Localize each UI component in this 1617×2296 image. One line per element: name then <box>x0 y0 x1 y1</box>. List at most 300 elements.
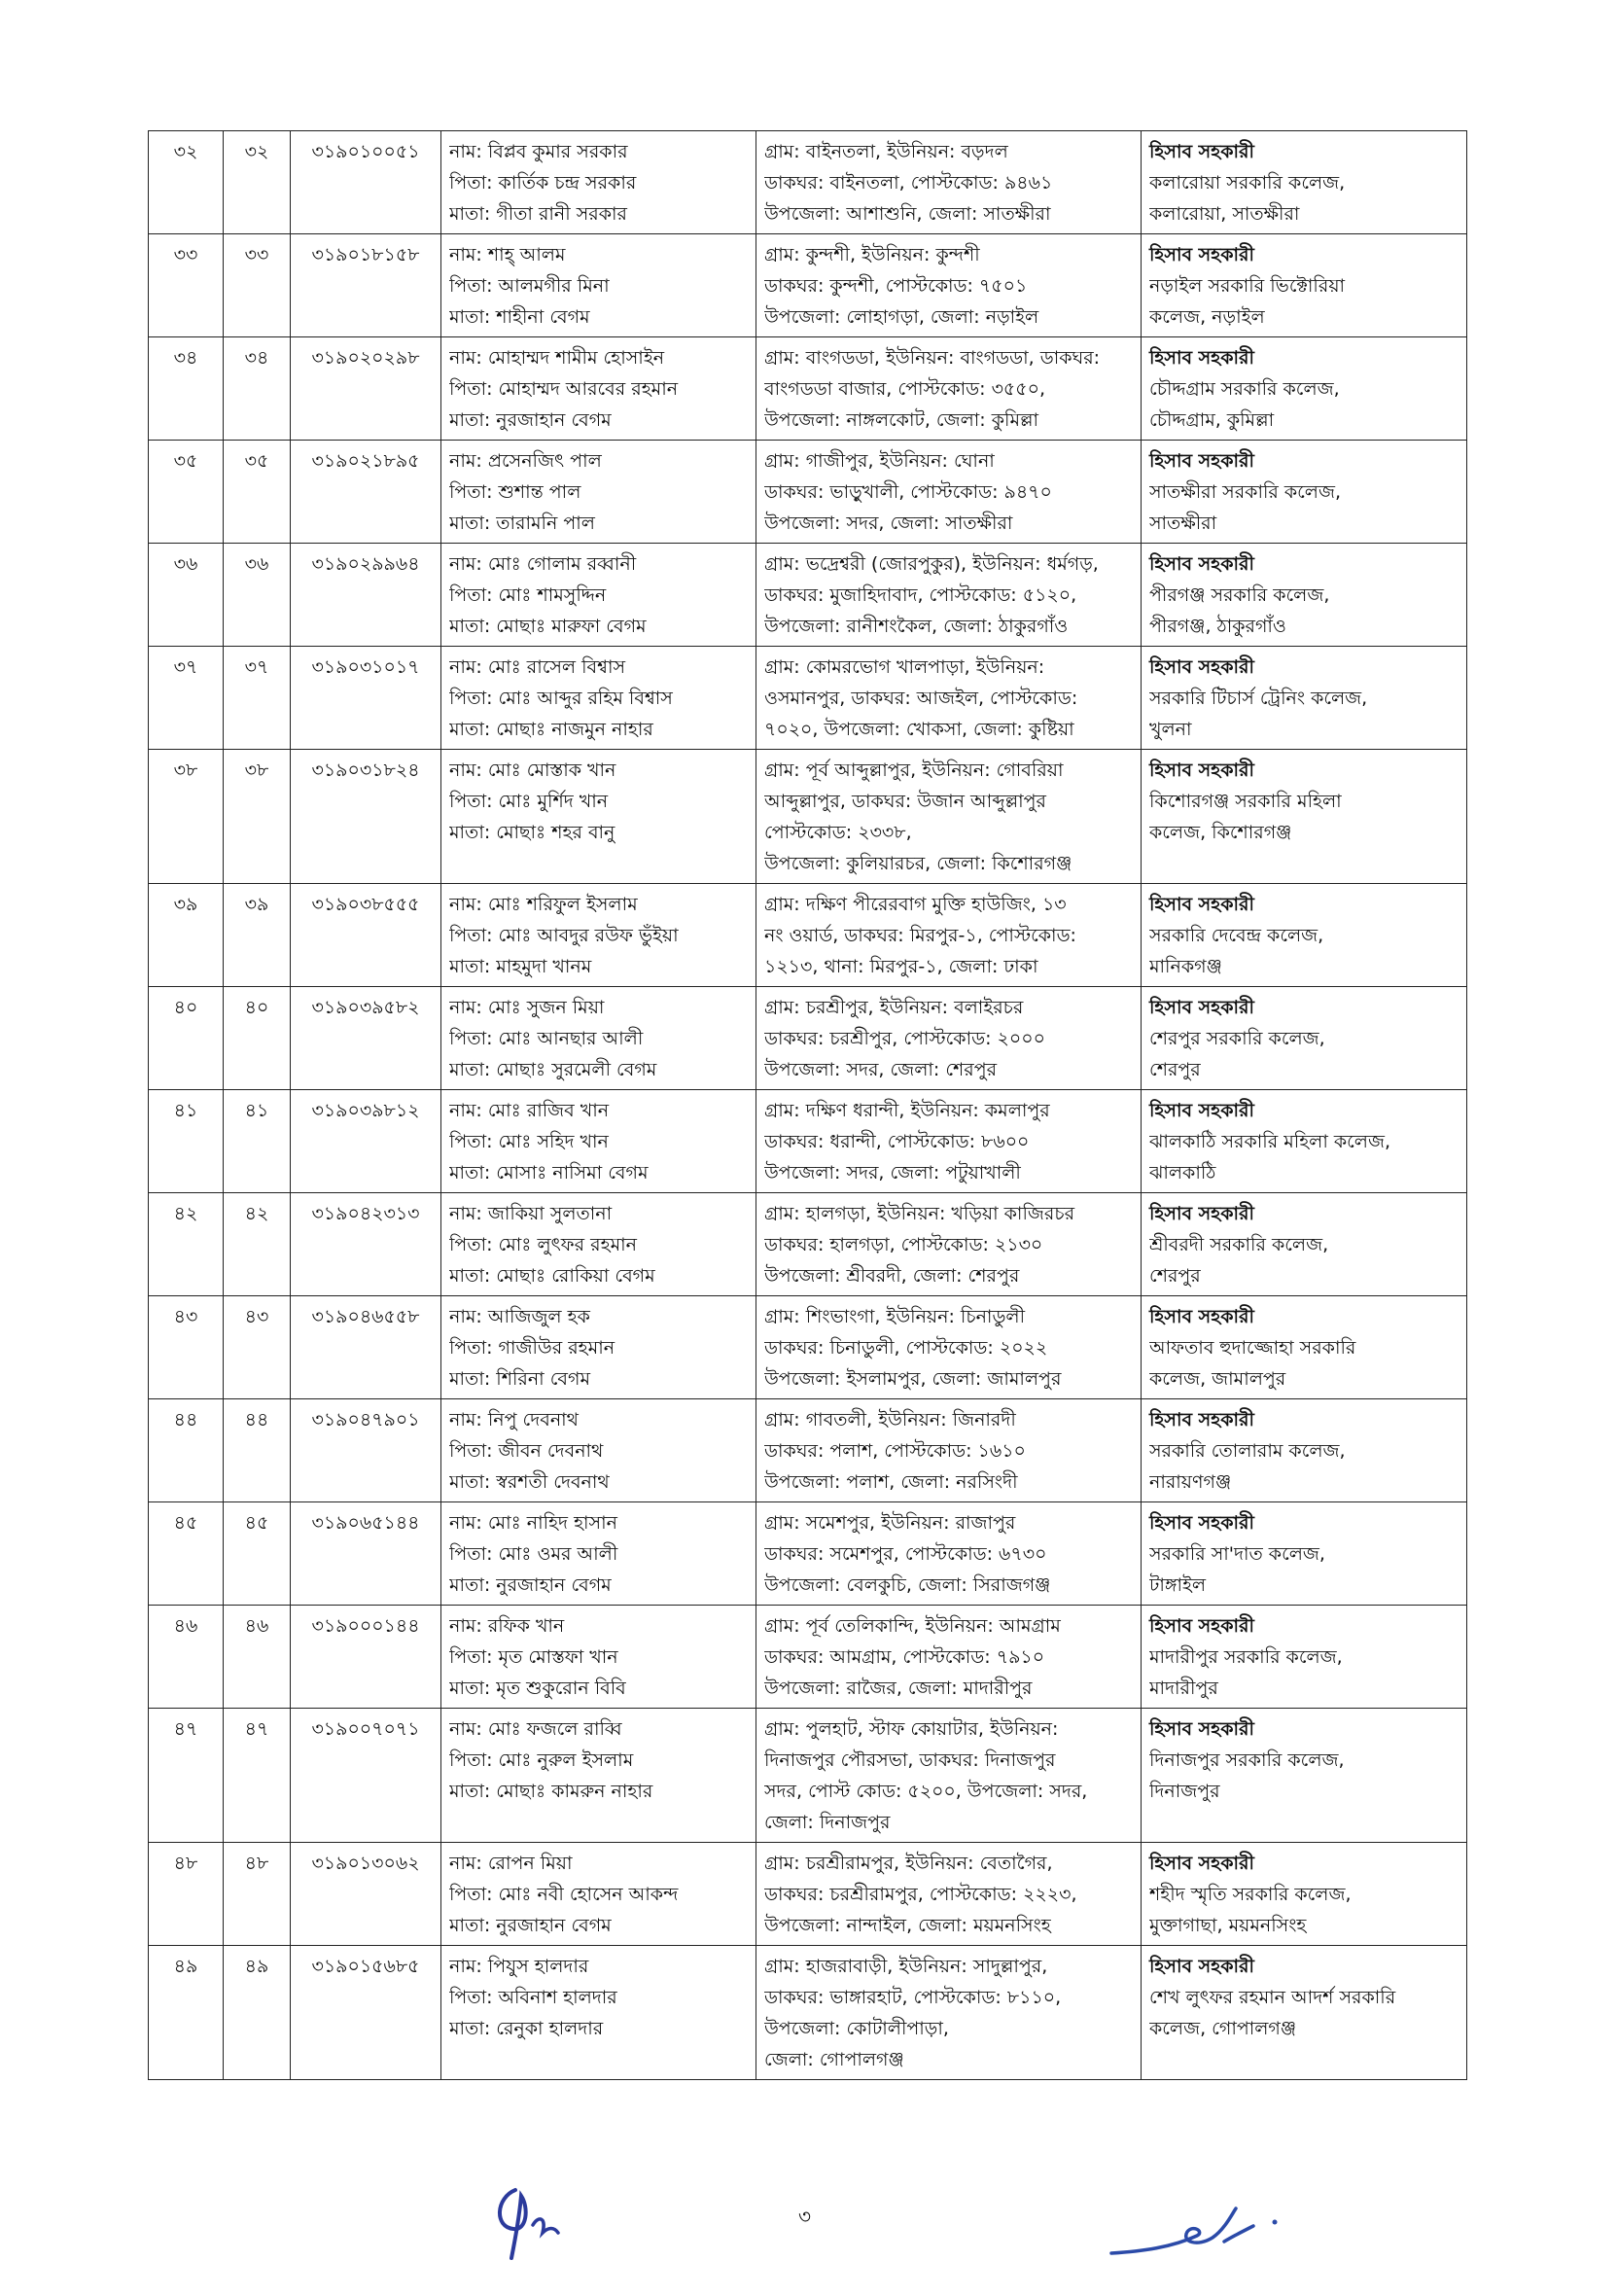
table-row <box>149 544 1467 647</box>
address-line: ডাকঘর: বাইনতলা, পোস্টকোড: ৯৪৬১ <box>764 172 1053 194</box>
address-line: ৭০২০, উপজেলা: খোকসা, জেলা: কুষ্টিয়া <box>764 719 1074 740</box>
person-cell <box>441 1090 756 1193</box>
serial-cell <box>149 1606 224 1709</box>
post-title: হিসাব সহকারী <box>1149 1512 1254 1534</box>
roll-cell <box>224 1843 291 1946</box>
roll-cell <box>224 1606 291 1709</box>
post-college-cell <box>1142 1296 1467 1399</box>
post-title: হিসাব সহকারী <box>1149 1853 1254 1874</box>
serial-cell <box>149 1296 224 1399</box>
address-line: ডাকঘর: চরশ্রীরামপুর, পোস্টকোড: ২২২৩, <box>764 1884 1077 1905</box>
table-row <box>149 987 1467 1090</box>
address-line: গ্রাম: পূর্ব তেলিকান্দি, ইউনিয়ন: আমগ্রাম <box>764 1615 1061 1637</box>
candidate-name: নাম: মোহাম্মদ শামীম হোসাইন <box>449 347 665 369</box>
post-title: হিসাব সহকারী <box>1149 1306 1254 1327</box>
mother-name: মাতা: শিরিনা বেগম <box>449 1368 591 1390</box>
serial-number: ৩৮ <box>173 759 198 781</box>
college-line: মাদারীপুর <box>1149 1678 1218 1699</box>
address-cell <box>756 1946 1142 2080</box>
college-line: দিনাজপুর সরকারি কলেজ, <box>1149 1749 1345 1771</box>
serial-cell <box>149 544 224 647</box>
mother-name: মাতা: নুরজাহান বেগম <box>449 1574 612 1596</box>
college-line: নারায়ণগঞ্জ <box>1149 1471 1232 1493</box>
roll-cell <box>224 1193 291 1296</box>
person-cell <box>441 1606 756 1709</box>
college-line: আফতাব হুদাজ্জোহা সরকারি <box>1149 1337 1356 1359</box>
candidate-name: নাম: রফিক খান <box>449 1615 565 1637</box>
college-line: কলারোয়া সরকারি কলেজ, <box>1149 172 1346 194</box>
address-line: গ্রাম: হাজরাবাড়ী, ইউনিয়ন: সাদুল্লাপুর, <box>764 1956 1048 1977</box>
registration-cell <box>291 1296 441 1399</box>
registration-cell <box>291 544 441 647</box>
address-line: উপজেলা: রাজৈর, জেলা: মাদারীপুর <box>764 1678 1033 1699</box>
candidate-name: নাম: মোঃ রাজিব খান <box>449 1100 610 1121</box>
address-line: বাংগডডা বাজার, পোস্টকোড: ৩৫৫০, <box>764 378 1045 400</box>
candidate-name: নাম: মোঃ সুজন মিয়া <box>449 997 605 1018</box>
table-row <box>149 647 1467 750</box>
registration-number: ৩১৯০২০২৯৮ <box>311 347 420 369</box>
college-line: শেরপুর <box>1149 1059 1201 1080</box>
roll-number: ৪৭ <box>244 1718 269 1740</box>
table-row <box>149 884 1467 987</box>
registration-cell <box>291 1193 441 1296</box>
registration-number: ৩১৯০৩৯৫৮২ <box>311 997 420 1018</box>
person-cell <box>441 1709 756 1843</box>
person-cell <box>441 131 756 234</box>
table-row <box>149 131 1467 234</box>
mother-name: মাতা: নুরজাহান বেগম <box>449 1915 612 1936</box>
address-line: দিনাজপুর পৌরসভা, ডাকঘর: দিনাজপুর <box>764 1749 1056 1771</box>
table-row <box>149 1709 1467 1843</box>
candidate-name: নাম: রোপন মিয়া <box>449 1853 573 1874</box>
college-line: দিনাজপুর <box>1149 1781 1220 1802</box>
serial-cell <box>149 1709 224 1843</box>
address-line: ডাকঘর: চিনাডুলী, পোস্টকোড: ২০২২ <box>764 1337 1048 1359</box>
college-line: পীরগঞ্জ সরকারি কলেজ, <box>1149 584 1330 606</box>
father-name: পিতা: গাজীউর রহমান <box>449 1337 615 1359</box>
roll-number: ৩৫ <box>244 450 269 472</box>
post-title: হিসাব সহকারী <box>1149 141 1254 162</box>
address-cell <box>756 337 1142 441</box>
mother-name: মাতা: রেনুকা হালদার <box>449 2018 604 2039</box>
candidate-table <box>148 130 1467 2080</box>
serial-number: ৪৯ <box>173 1956 198 1977</box>
father-name: পিতা: মোঃ নুরুল ইসলাম <box>449 1749 634 1771</box>
address-line: উপজেলা: নাঙ্গলকোট, জেলা: কুমিল্লা <box>764 409 1039 431</box>
father-name: পিতা: মোঃ সহিদ খান <box>449 1131 609 1152</box>
registration-cell <box>291 750 441 884</box>
college-line: নড়াইল সরকারি ভিক্টোরিয়া <box>1149 275 1346 297</box>
serial-number: ৪৬ <box>173 1615 198 1637</box>
candidate-name: নাম: মোঃ মোস্তাক খান <box>449 759 616 781</box>
table-row <box>149 1606 1467 1709</box>
serial-number: ৪৪ <box>173 1409 198 1431</box>
candidate-table-body <box>149 131 1467 2080</box>
address-line: উপজেলা: পলাশ, জেলা: নরসিংদী <box>764 1471 1018 1493</box>
address-line: ডাকঘর: হালগড়া, পোস্টকোড: ২১৩০ <box>764 1234 1043 1255</box>
registration-cell <box>291 647 441 750</box>
candidate-name: নাম: প্রসেনজিৎ পাল <box>449 450 602 472</box>
registration-cell <box>291 1606 441 1709</box>
address-cell <box>756 1193 1142 1296</box>
father-name: পিতা: মোঃ আব্দুর রহিম বিশ্বাস <box>449 688 673 709</box>
mother-name: মাতা: তারামনি পাল <box>449 512 595 534</box>
address-line: উপজেলা: সদর, জেলা: পটুয়াখালী <box>764 1162 1021 1183</box>
post-college-cell <box>1142 750 1467 884</box>
post-college-cell <box>1142 131 1467 234</box>
address-line: গ্রাম: শিংভাংগা, ইউনিয়ন: চিনাডুলী <box>764 1306 1026 1327</box>
post-college-cell <box>1142 1946 1467 2080</box>
table-row <box>149 441 1467 544</box>
person-cell <box>441 1193 756 1296</box>
address-line: গ্রাম: সমেশপুর, ইউনিয়ন: রাজাপুর <box>764 1512 1016 1534</box>
post-college-cell <box>1142 1606 1467 1709</box>
address-line: উপজেলা: সদর, জেলা: সাতক্ষীরা <box>764 512 1013 534</box>
post-title: হিসাব সহকারী <box>1149 997 1254 1018</box>
registration-number: ৩১৯০১০০৫১ <box>311 141 420 162</box>
registration-cell <box>291 1502 441 1606</box>
roll-cell <box>224 647 291 750</box>
address-cell <box>756 750 1142 884</box>
candidate-name: নাম: মোঃ গোলাম রব্বানী <box>449 553 637 575</box>
address-line: সদর, পোস্ট কোড: ৫২০০, উপজেলা: সদর, <box>764 1781 1088 1802</box>
table-row <box>149 234 1467 337</box>
table-row <box>149 1090 1467 1193</box>
father-name: পিতা: মোঃ শামসুদ্দিন <box>449 584 607 606</box>
serial-cell <box>149 987 224 1090</box>
candidate-name: নাম: মোঃ রাসেল বিশ্বাস <box>449 656 626 678</box>
person-cell <box>441 1502 756 1606</box>
serial-cell <box>149 1193 224 1296</box>
address-cell <box>756 1296 1142 1399</box>
post-college-cell <box>1142 987 1467 1090</box>
college-line: কিশোরগঞ্জ সরকারি মহিলা <box>1149 791 1342 812</box>
college-line: মুক্তাগাছা, ময়মনসিংহ <box>1149 1915 1307 1936</box>
candidate-name: নাম: আজিজুল হক <box>449 1306 590 1327</box>
roll-number: ৩৪ <box>244 347 269 369</box>
person-cell <box>441 441 756 544</box>
address-line: ডাকঘর: পলাশ, পোস্টকোড: ১৬১০ <box>764 1440 1026 1462</box>
serial-cell <box>149 1843 224 1946</box>
address-line: উপজেলা: বেলকুচি, জেলা: সিরাজগঞ্জ <box>764 1574 1051 1596</box>
college-line: মানিকগঞ্জ <box>1149 956 1222 977</box>
address-line: পোস্টকোড: ২৩৩৮, <box>764 822 912 843</box>
registration-number: ৩১৯০৩৮৫৫৫ <box>311 894 420 915</box>
college-line: কলেজ, নড়াইল <box>1149 306 1265 328</box>
post-title: হিসাব সহকারী <box>1149 1718 1254 1740</box>
address-line: গ্রাম: দক্ষিণ পীরেরবাগ মুক্তি হাউজিং, ১৩ <box>764 894 1067 915</box>
college-line: চৌদ্দগ্রাম, কুমিল্লা <box>1149 409 1275 431</box>
college-line: শেরপুর সরকারি কলেজ, <box>1149 1028 1325 1049</box>
roll-cell <box>224 544 291 647</box>
address-cell <box>756 544 1142 647</box>
address-cell <box>756 1090 1142 1193</box>
address-cell <box>756 1502 1142 1606</box>
address-line: ডাকঘর: মুজাহিদাবাদ, পোস্টকোড: ৫১২০, <box>764 584 1077 606</box>
registration-cell <box>291 1090 441 1193</box>
roll-cell <box>224 1399 291 1502</box>
address-line: উপজেলা: শ্রীবরদী, জেলা: শেরপুর <box>764 1265 1020 1287</box>
address-line: উপজেলা: ইসলামপুর, জেলা: জামালপুর <box>764 1368 1062 1390</box>
address-line: গ্রাম: গাজীপুর, ইউনিয়ন: ঘোনা <box>764 450 995 472</box>
table-row <box>149 1946 1467 2080</box>
address-line: উপজেলা: কুলিয়ারচর, জেলা: কিশোরগঞ্জ <box>764 853 1072 874</box>
address-line: উপজেলা: রানীশংকৈল, জেলা: ঠাকুরগাঁও <box>764 616 1069 637</box>
address-line: গ্রাম: কোমরভোগ খালপাড়া, ইউনিয়ন: <box>764 656 1045 678</box>
address-cell <box>756 441 1142 544</box>
registration-cell <box>291 1399 441 1502</box>
serial-number: ৪৭ <box>173 1718 198 1740</box>
address-line: আব্দুল্লাপুর, ডাকঘর: উজান আব্দুল্লাপুর <box>764 791 1046 812</box>
serial-number: ৩৬ <box>173 553 198 575</box>
roll-cell <box>224 1090 291 1193</box>
candidate-name: নাম: মোঃ শরিফুল ইসলাম <box>449 894 638 915</box>
candidate-name: নাম: শাহ্ আলম <box>449 244 566 265</box>
address-line: নং ওয়ার্ড, ডাকঘর: মিরপুর-১, পোস্টকোড: <box>764 925 1076 946</box>
registration-number: ৩১৯০২১৮৯৫ <box>311 450 420 472</box>
serial-cell <box>149 441 224 544</box>
father-name: পিতা: মৃত মোস্তফা খান <box>449 1646 618 1668</box>
person-cell <box>441 1843 756 1946</box>
roll-number: ৩৭ <box>244 656 269 678</box>
post-title: হিসাব সহকারী <box>1149 894 1254 915</box>
roll-number: ৪৯ <box>244 1956 269 1977</box>
address-cell <box>756 884 1142 987</box>
roll-number: ৪৩ <box>244 1306 269 1327</box>
serial-cell <box>149 884 224 987</box>
table-row <box>149 750 1467 884</box>
signature-left <box>486 2178 583 2266</box>
college-line: খুলনা <box>1149 719 1192 740</box>
address-line: ডাকঘর: ধরান্দী, পোস্টকোড: ৮৬০০ <box>764 1131 1030 1152</box>
roll-number: ৪৬ <box>244 1615 269 1637</box>
roll-number: ৪০ <box>244 997 269 1018</box>
serial-number: ৪৮ <box>173 1853 198 1874</box>
registration-cell <box>291 441 441 544</box>
post-title: হিসাব সহকারী <box>1149 450 1254 472</box>
post-college-cell <box>1142 1090 1467 1193</box>
college-line: ঝালকাঠি <box>1149 1162 1216 1183</box>
address-cell <box>756 1606 1142 1709</box>
father-name: পিতা: মোঃ নবী হোসেন আকন্দ <box>449 1884 679 1905</box>
registration-number: ৩১৯০৩৯৮১২ <box>311 1100 420 1121</box>
registration-cell <box>291 131 441 234</box>
father-name: পিতা: মোঃ মুর্শিদ খান <box>449 791 609 812</box>
roll-cell <box>224 1946 291 2080</box>
address-line: গ্রাম: চরশ্রীরামপুর, ইউনিয়ন: বেতাগৈর, <box>764 1853 1053 1874</box>
roll-cell <box>224 884 291 987</box>
address-line: ১২১৩, থানা: মিরপুর-১, জেলা: ঢাকা <box>764 956 1038 977</box>
college-line: সরকারি সা'দাত কলেজ, <box>1149 1543 1325 1565</box>
father-name: পিতা: জীবন দেবনাথ <box>449 1440 604 1462</box>
person-cell <box>441 647 756 750</box>
post-college-cell <box>1142 1709 1467 1843</box>
address-line: গ্রাম: কুন্দশী, ইউনিয়ন: কুন্দশী <box>764 244 980 265</box>
address-line: গ্রাম: ভদ্রেশ্বরী (জোরপুকুর), ইউনিয়ন: ধর্মগড়, <box>764 553 1099 575</box>
signature-right <box>1104 2193 1298 2271</box>
father-name: পিতা: শুশান্ত পাল <box>449 481 581 503</box>
candidate-name: নাম: মোঃ নাহিদ হাসান <box>449 1512 617 1534</box>
mother-name: মাতা: শাহীনা বেগম <box>449 306 590 328</box>
address-line: ডাকঘর: চরশ্রীপুর, পোস্টকোড: ২০০০ <box>764 1028 1045 1049</box>
post-title: হিসাব সহকারী <box>1149 759 1254 781</box>
address-cell <box>756 1709 1142 1843</box>
address-line: জেলা: গোপালগঞ্জ <box>764 2049 904 2070</box>
mother-name: মাতা: গীতা রানী সরকার <box>449 203 627 225</box>
serial-number: ৩৫ <box>173 450 198 472</box>
page-number: ৩ <box>798 2205 812 2228</box>
address-line: গ্রাম: বাইনতলা, ইউনিয়ন: বড়দল <box>764 141 1008 162</box>
college-line: কলেজ, গোপালগঞ্জ <box>1149 2018 1297 2039</box>
college-line: কলেজ, জামালপুর <box>1149 1368 1286 1390</box>
candidate-name: নাম: বিপ্লব কুমার সরকার <box>449 141 628 162</box>
roll-cell <box>224 1502 291 1606</box>
father-name: পিতা: মোঃ আনছার আলী <box>449 1028 644 1049</box>
person-cell <box>441 1946 756 2080</box>
registration-number: ৩১৯০৩১৮২৪ <box>311 759 420 781</box>
post-college-cell <box>1142 1502 1467 1606</box>
college-line: শেরপুর <box>1149 1265 1201 1287</box>
mother-name: মাতা: মোছাঃ সুরমেলী বেগম <box>449 1059 657 1080</box>
address-line: উপজেলা: লোহাগড়া, জেলা: নড়াইল <box>764 306 1039 328</box>
roll-number: ৪৫ <box>244 1512 269 1534</box>
college-line: ঝালকাঠি সরকারি মহিলা কলেজ, <box>1149 1131 1391 1152</box>
address-line: ওসমানপুর, ডাকঘর: আজইল, পোস্টকোড: <box>764 688 1078 709</box>
registration-number: ৩১৯০১৫৬৮৫ <box>311 1956 420 1977</box>
post-title: হিসাব সহকারী <box>1149 347 1254 369</box>
serial-cell <box>149 1090 224 1193</box>
roll-number: ৩২ <box>244 141 269 162</box>
table-row <box>149 1399 1467 1502</box>
person-cell <box>441 337 756 441</box>
serial-cell <box>149 131 224 234</box>
college-line: মাদারীপুর সরকারি কলেজ, <box>1149 1646 1343 1668</box>
serial-number: ৪০ <box>173 997 198 1018</box>
address-line: ডাকঘর: আমগ্রাম, পোস্টকোড: ৭৯১০ <box>764 1646 1045 1668</box>
father-name: পিতা: কার্তিক চন্দ্র সরকার <box>449 172 637 194</box>
registration-number: ৩১৯০২৯৯৬৪ <box>311 553 420 575</box>
serial-number: ৩২ <box>173 141 198 162</box>
post-college-cell <box>1142 647 1467 750</box>
mother-name: মাতা: মোছাঃ কামরুন নাহার <box>449 1781 653 1802</box>
roll-cell <box>224 987 291 1090</box>
college-line: শ্রীবরদী সরকারি কলেজ, <box>1149 1234 1329 1255</box>
father-name: পিতা: মোহাম্মদ আরবের রহমান <box>449 378 679 400</box>
registration-cell <box>291 884 441 987</box>
roll-number: ৩৩ <box>244 244 269 265</box>
address-line: ডাকঘর: ভাড়ুখালী, পোস্টকোড: ৯৪৭০ <box>764 481 1052 503</box>
post-title: হিসাব সহকারী <box>1149 553 1254 575</box>
registration-number: ৩১৯০৪২৩১৩ <box>311 1203 420 1224</box>
serial-cell <box>149 1502 224 1606</box>
mother-name: মাতা: মাহমুদা খানম <box>449 956 592 977</box>
registration-number: ৩১৯০৪৬৫৫৮ <box>311 1306 420 1327</box>
college-line: টাঙ্গাইল <box>1149 1574 1207 1596</box>
serial-number: ৪১ <box>173 1100 198 1121</box>
address-cell <box>756 1399 1142 1502</box>
mother-name: মাতা: মোসাঃ নাসিমা বেগম <box>449 1162 649 1183</box>
post-college-cell <box>1142 441 1467 544</box>
roll-number: ৪৪ <box>244 1409 269 1431</box>
registration-number: ৩১৯০০৭০৭১ <box>311 1718 420 1740</box>
post-title: হিসাব সহকারী <box>1149 1409 1254 1431</box>
address-line: গ্রাম: পূর্ব আব্দুল্লাপুর, ইউনিয়ন: গোবরিয়া <box>764 759 1064 781</box>
mother-name: মাতা: মোছাঃ রোকিয়া বেগম <box>449 1265 655 1287</box>
person-cell <box>441 234 756 337</box>
serial-number: ৩৩ <box>173 244 198 265</box>
address-line: গ্রাম: চরশ্রীপুর, ইউনিয়ন: বলাইরচর <box>764 997 1024 1018</box>
post-college-cell <box>1142 234 1467 337</box>
serial-cell <box>149 1399 224 1502</box>
serial-number: ৪৫ <box>173 1512 198 1534</box>
table-row <box>149 1193 1467 1296</box>
registration-cell <box>291 1946 441 2080</box>
post-title: হিসাব সহকারী <box>1149 1615 1254 1637</box>
address-line: উপজেলা: নান্দাইল, জেলা: ময়মনসিংহ <box>764 1915 1051 1936</box>
address-line: জেলা: দিনাজপুর <box>764 1812 891 1833</box>
roll-number: ৩৬ <box>244 553 269 575</box>
father-name: পিতা: আলমগীর মিনা <box>449 275 610 297</box>
serial-number: ৩৪ <box>173 347 198 369</box>
table-row <box>149 1296 1467 1399</box>
post-college-cell <box>1142 1843 1467 1946</box>
post-college-cell <box>1142 337 1467 441</box>
address-line: ডাকঘর: কুন্দশী, পোস্টকোড: ৭৫০১ <box>764 275 1028 297</box>
serial-number: ৪৩ <box>173 1306 198 1327</box>
serial-cell <box>149 1946 224 2080</box>
roll-cell <box>224 441 291 544</box>
address-cell <box>756 647 1142 750</box>
college-line: সরকারি তোলারাম কলেজ, <box>1149 1440 1346 1462</box>
address-line: উপজেলা: কোটালীপাড়া, <box>764 2018 949 2039</box>
serial-number: ৩৭ <box>173 656 198 678</box>
college-line: সরকারি টিচার্স ট্রেনিং কলেজ, <box>1149 688 1368 709</box>
person-cell <box>441 987 756 1090</box>
registration-number: ৩১৯০১৮১৫৮ <box>311 244 420 265</box>
father-name: পিতা: অবিনাশ হালদার <box>449 1987 617 2008</box>
college-line: কলারোয়া, সাতক্ষীরা <box>1149 203 1300 225</box>
mother-name: মাতা: মোছাঃ শহর বানু <box>449 822 615 843</box>
address-cell <box>756 234 1142 337</box>
serial-cell <box>149 234 224 337</box>
candidate-name: নাম: নিপু দেবনাথ <box>449 1409 579 1431</box>
table-row <box>149 337 1467 441</box>
father-name: পিতা: মোঃ আবদুর রউফ ভুঁইয়া <box>449 925 679 946</box>
person-cell <box>441 544 756 647</box>
mother-name: মাতা: মোছাঃ নাজমুন নাহার <box>449 719 653 740</box>
post-college-cell <box>1142 544 1467 647</box>
serial-cell <box>149 337 224 441</box>
registration-cell <box>291 337 441 441</box>
roll-cell <box>224 1709 291 1843</box>
college-line: শহীদ স্মৃতি সরকারি কলেজ, <box>1149 1884 1352 1905</box>
roll-cell <box>224 1296 291 1399</box>
table-row <box>149 1502 1467 1606</box>
person-cell <box>441 1399 756 1502</box>
address-line: গ্রাম: হালগড়া, ইউনিয়ন: খড়িয়া কাজিরচর <box>764 1203 1075 1224</box>
post-college-cell <box>1142 884 1467 987</box>
serial-cell <box>149 647 224 750</box>
college-line: কলেজ, কিশোরগঞ্জ <box>1149 822 1292 843</box>
college-line: শেখ লুৎফর রহমান আদর্শ সরকারি <box>1149 1987 1396 2008</box>
college-line: চৌদ্দগ্রাম সরকারি কলেজ, <box>1149 378 1340 400</box>
address-cell <box>756 987 1142 1090</box>
registration-number: ৩১৯০০০১৪৪ <box>311 1615 420 1637</box>
father-name: পিতা: মোঃ ওমর আলী <box>449 1543 618 1565</box>
college-line: সাতক্ষীরা সরকারি কলেজ, <box>1149 481 1341 503</box>
registration-cell <box>291 234 441 337</box>
roll-cell <box>224 750 291 884</box>
